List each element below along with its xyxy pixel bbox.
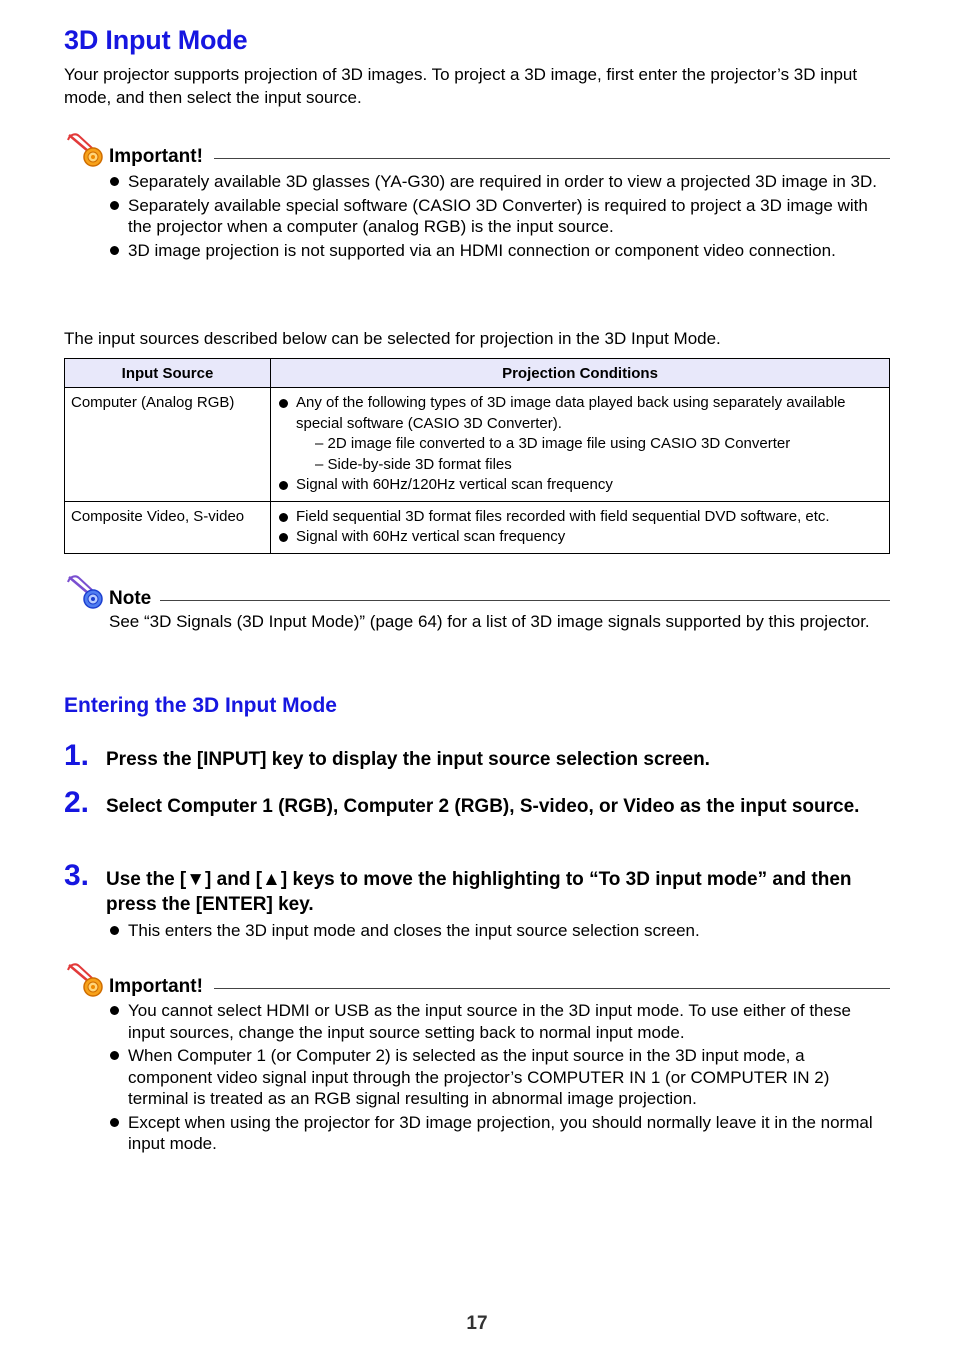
- input-source-table: [64, 358, 890, 554]
- intro-paragraph: Your projector supports projection of 3D images. To project a 3D image, first enter the projector’s 3D input mode, and then select the input source.: [64, 65, 858, 107]
- note-text: See “3D Signals (3D Input Mode)” (page 64) for a list of 3D image signals supported by this projector.: [109, 612, 870, 631]
- list-item: Separately available special software (CASIO 3D Converter) is required to project a 3D image with the projector when a computer (analog RGB) is the input source.: [108, 195, 890, 238]
- list-item: When Computer 1 (or Computer 2) is selected as the input source in the 3D input mode, a component video signal input through the projector’s COMPUTER IN 1 (or COMPUTER IN 2) terminal is treated as an RGB signal resulting in abnormal image projection.: [108, 1045, 890, 1110]
- step-text: Use the [▼] and [▲] keys to move the highlighting to “To 3D input mode” and then press the [ENTER] key.: [106, 869, 852, 915]
- table-header-input-source: Input Source: [65, 359, 271, 388]
- step-3-notes: [108, 920, 890, 944]
- condition-item: Signal with 60Hz vertical scan frequency: [277, 527, 883, 548]
- list-item: Except when using the projector for 3D image projection, you should normally leave it in the normal input mode.: [108, 1112, 890, 1155]
- divider: [160, 600, 890, 601]
- important-callout-header: [64, 132, 890, 166]
- table-header-projection-conditions: Projection Conditions: [271, 359, 890, 388]
- condition-item: Any of the following types of 3D image data played back using separately available special software (CASIO 3D Converter). – 2D image file converted to a 3D image file using CASIO 3D Converter – Side-by-side 3D format files: [277, 393, 883, 475]
- important-list: [108, 171, 890, 263]
- list-item: You cannot select HDMI or USB as the input source in the 3D input mode. To use either of these input sources, change the input source setting back to normal input mode.: [108, 1000, 890, 1043]
- note-pin-icon: [66, 574, 106, 610]
- condition-item: Signal with 60Hz/120Hz vertical scan frequency: [277, 475, 883, 496]
- important-pin-icon: [66, 132, 106, 168]
- divider: [214, 158, 890, 159]
- condition-item: Field sequential 3D format files recorded with field sequential DVD software, etc.: [277, 507, 883, 528]
- list-item: 3D image projection is not supported via an HDMI connection or component video connection.: [108, 240, 890, 262]
- page-title: 3D Input Mode: [64, 25, 248, 55]
- important-list-2: [108, 1000, 890, 1157]
- step-text: Select Computer 1 (RGB), Computer 2 (RGB), S-video, or Video as the input source.: [106, 796, 860, 817]
- sources-intro: The input sources described below can be selected for projection in the 3D Input Mode.: [64, 329, 721, 348]
- condition-subitem: – 2D image file converted to a 3D image file using CASIO 3D Converter: [315, 435, 791, 452]
- divider: [214, 988, 890, 989]
- table-row: [65, 501, 890, 553]
- step-number: 2.: [64, 786, 90, 819]
- table-cell-conditions: [271, 388, 890, 502]
- condition-subitem: – Side-by-side 3D format files: [315, 455, 512, 473]
- section-heading: Entering the 3D Input Mode: [64, 694, 337, 717]
- step-number: 1.: [64, 739, 90, 772]
- page-number: 17: [466, 1313, 488, 1334]
- note-label: Note: [109, 588, 159, 610]
- important-label: Important!: [109, 976, 211, 998]
- step-text: Press the [INPUT] key to display the input source selection screen.: [106, 749, 710, 770]
- table-cell-conditions: [271, 501, 890, 553]
- table-cell-source: Composite Video, S-video: [65, 501, 271, 553]
- note-callout-header: [64, 574, 890, 608]
- table-row: [65, 388, 890, 502]
- table-header-row: [65, 359, 890, 388]
- important-pin-icon: [66, 962, 106, 998]
- step-number: 3.: [64, 859, 90, 892]
- important-callout-header-2: [64, 962, 890, 996]
- important-label: Important!: [109, 146, 211, 168]
- list-item: Separately available 3D glasses (YA-G30) are required in order to view a projected 3D image in 3D.: [108, 171, 890, 193]
- list-item: This enters the 3D input mode and closes the input source selection screen.: [108, 920, 890, 942]
- table-cell-source: Computer (Analog RGB): [65, 388, 271, 502]
